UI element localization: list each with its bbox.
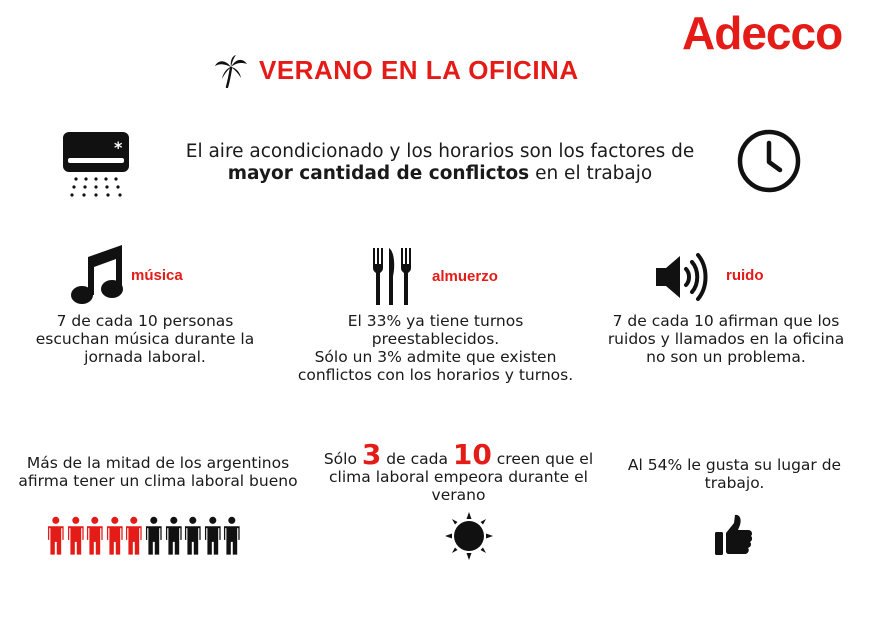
page-title: VERANO EN LA OFICINA [259, 55, 579, 85]
svg-text:*: * [114, 138, 123, 157]
speaker-icon [654, 252, 710, 302]
person-icon [144, 516, 164, 556]
person-icon [85, 516, 105, 556]
stat-text: Sólo [323, 450, 362, 468]
stat-musica [15, 312, 275, 366]
stat-line: Sólo un 3% admite que existen [314, 348, 557, 366]
stat-line: escuchan música durante la [35, 330, 255, 348]
person-icon [222, 516, 242, 556]
category-label-ruido: ruido [726, 267, 764, 284]
stat-text: de cada [381, 450, 453, 468]
headline-text [150, 141, 730, 185]
stat-clima [8, 454, 308, 490]
stat-line: ruidos y llamados en la oficina [607, 330, 845, 348]
stat-line: no son un problema. [646, 348, 806, 366]
air-conditioner-icon [62, 131, 130, 199]
headline-bold: mayor cantidad de conflictos [227, 163, 530, 184]
stat-line: Al 54% le gusta su lugar de [627, 456, 842, 474]
stat-line: preestablecidos. [371, 330, 500, 348]
stat-line: clima laboral empeora durante el [329, 468, 588, 486]
person-icon [66, 516, 86, 556]
stat-line: jornada laboral. [84, 348, 206, 366]
stat-line: El 33% ya tiene turnos [347, 312, 524, 330]
sun-icon [444, 511, 494, 561]
stat-line: verano [431, 486, 486, 504]
palm-tree-icon [214, 54, 248, 88]
stat-line: 7 de cada 10 personas [56, 312, 234, 330]
person-icon [164, 516, 184, 556]
clock-icon [737, 129, 801, 193]
highlight-number: 10 [452, 438, 492, 471]
stat-line: afirma tener un clima laboral bueno [18, 472, 298, 490]
stat-line: trabajo. [704, 474, 765, 492]
stat-line: conflictos con los horarios y turnos. [297, 366, 574, 384]
category-label-musica: música [131, 267, 183, 284]
stat-line: 7 de cada 10 afirman que los [612, 312, 840, 330]
adecco-logo: Adecco [682, 7, 843, 59]
music-note-icon [70, 243, 124, 305]
stat-verano [316, 438, 601, 504]
headline-line1: El aire acondicionado y los horarios son los factores de [185, 141, 695, 162]
person-icon [124, 516, 144, 556]
stat-line: Más de la mitad de los argentinos [26, 454, 290, 472]
person-icon [105, 516, 125, 556]
category-label-almuerzo: almuerzo [432, 268, 498, 285]
person-icon [203, 516, 223, 556]
thumbs-up-icon [714, 513, 754, 557]
person-icon [46, 516, 66, 556]
fork-knife-icon [370, 246, 416, 306]
stat-text: creen que el [491, 450, 594, 468]
headline-rest: en el trabajo [529, 163, 653, 184]
highlight-number: 3 [361, 438, 382, 471]
stat-lugar [612, 456, 857, 492]
stat-almuerzo [283, 312, 588, 384]
people-chart [46, 516, 242, 556]
person-icon [183, 516, 203, 556]
stat-ruido [597, 312, 855, 366]
